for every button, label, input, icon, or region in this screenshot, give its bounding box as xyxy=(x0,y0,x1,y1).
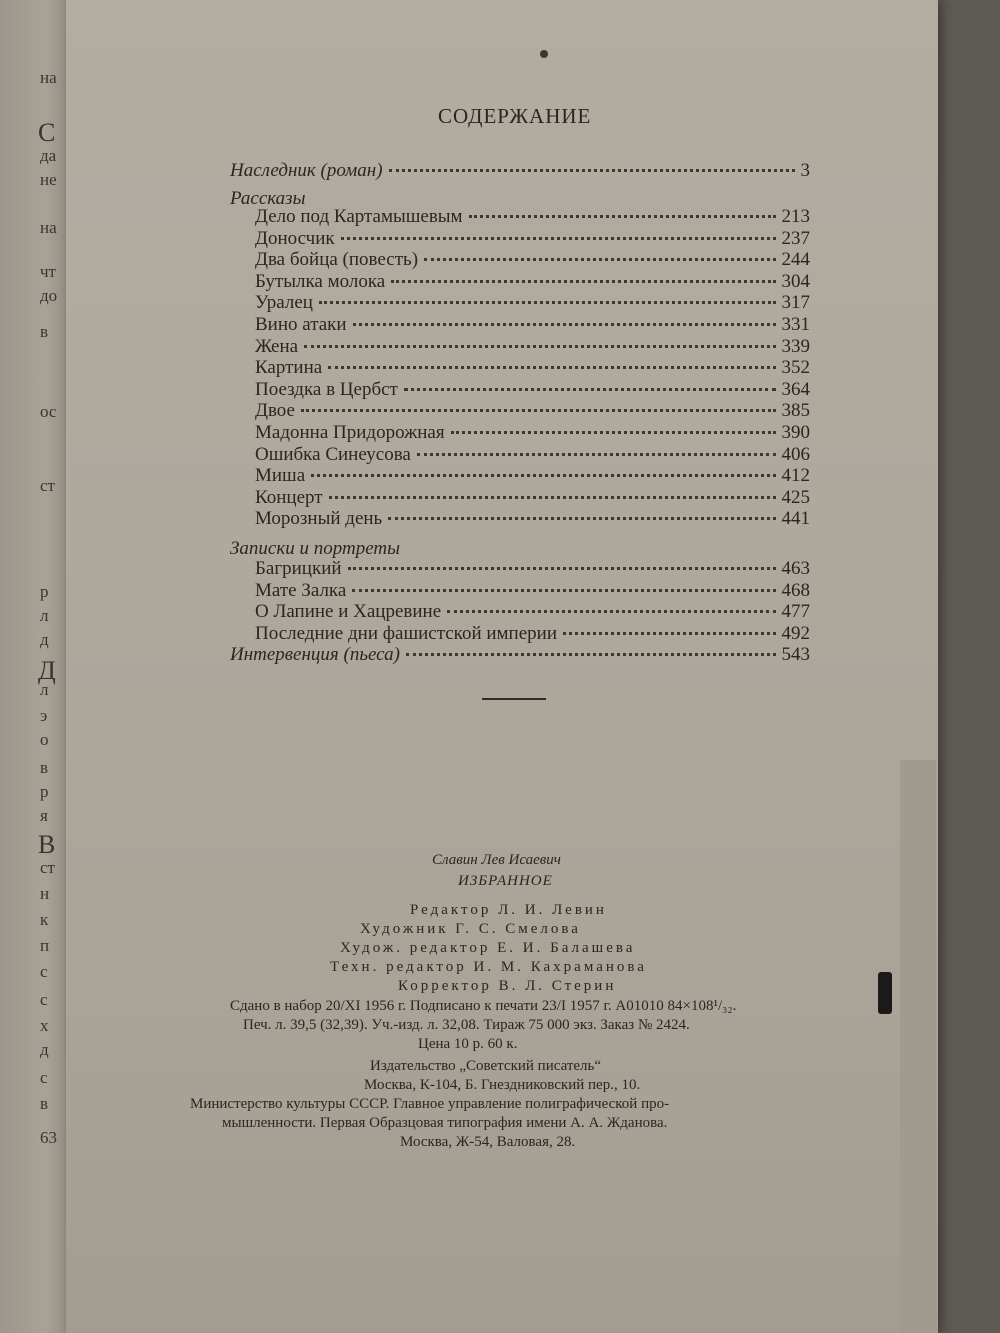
toc-entry-page: 352 xyxy=(781,357,810,379)
left-page-text-fragment: Д xyxy=(38,656,56,685)
toc-leader-dots xyxy=(301,409,776,412)
toc-entry-play xyxy=(230,644,810,666)
imprint-artist: Художник Г. С. Смелова xyxy=(360,921,581,937)
toc-leader-dots xyxy=(352,589,775,592)
toc-entry-page: 406 xyxy=(781,443,810,465)
toc-leader-dots xyxy=(424,258,775,261)
toc-entry-title: Ошибка Синеусова xyxy=(255,443,411,465)
left-page-text-fragment: д xyxy=(40,630,49,649)
left-page-text-fragment: л xyxy=(40,606,49,625)
toc-leader-dots xyxy=(353,323,776,326)
toc-entry-page: 385 xyxy=(781,400,810,422)
imprint-print-data: Сдано в набор 20/XI 1956 г. Подписано к печати 23/I 1957 г. А01010 84×108¹/₃₂. xyxy=(230,998,737,1014)
imprint-book-title: ИЗБРАННОЕ xyxy=(458,873,553,889)
toc-leader-dots xyxy=(329,496,776,499)
toc-entry-page: 425 xyxy=(781,486,810,508)
toc-entry-title: Поездка в Цербст xyxy=(255,378,398,400)
left-page-text-fragment: чт xyxy=(40,262,56,281)
torn-page-edge xyxy=(900,760,936,1333)
toc-entry-title: Жена xyxy=(255,335,299,357)
toc-entry-title: Миша xyxy=(255,465,306,487)
toc-leader-dots xyxy=(447,610,775,613)
imprint-tech-editor: Техн. редактор И. М. Кахраманова xyxy=(330,959,647,975)
toc-entry-page: 390 xyxy=(781,422,810,443)
left-page-text-fragment: л xyxy=(40,680,49,699)
left-page-text-fragment: да xyxy=(40,146,57,165)
toc-leader-dots xyxy=(563,632,776,635)
toc-entry xyxy=(255,623,810,645)
toc-entry xyxy=(255,422,810,444)
toc-leader-dots xyxy=(389,169,795,172)
toc-entry-title: Багрицкий xyxy=(255,558,342,579)
toc-leader-dots xyxy=(304,345,775,348)
toc-entry xyxy=(255,379,810,401)
toc-entry-page: 304 xyxy=(781,270,810,292)
page-dot xyxy=(540,50,548,58)
imprint-ministry-line-3: Москва, Ж-54, Валовая, 28. xyxy=(400,1134,576,1150)
toc-entry-title: Последние дни фашистской империи xyxy=(255,622,557,644)
toc-entry xyxy=(255,357,810,379)
toc-leader-dots xyxy=(341,237,776,240)
left-page-text-fragment: с xyxy=(40,962,48,981)
toc-entry-title: Интервенция (пьеса) xyxy=(230,644,400,665)
toc-entry xyxy=(255,601,810,623)
toc-leader-dots xyxy=(328,366,775,369)
left-page-text-fragment: в xyxy=(40,322,49,341)
toc-entry-title: Мадонна Придорожная xyxy=(255,422,445,443)
left-page-text-fragment: ст xyxy=(40,858,55,877)
left-page-text-fragment: э xyxy=(40,706,48,725)
imprint-print-volume: Печ. л. 39,5 (32,39). Уч.-изд. л. 32,08. Тираж 75 000 экз. Заказ № 2424. xyxy=(243,1017,690,1033)
toc-leader-dots xyxy=(319,301,776,304)
toc-entry-title: Дело под Картамышевым xyxy=(255,206,463,227)
toc-entry-title: Вино атаки xyxy=(255,314,347,335)
staple-mark xyxy=(878,972,892,1014)
toc-entry-title: Доносчик xyxy=(255,227,335,249)
left-page-text-fragment: 63 xyxy=(40,1128,57,1147)
toc-leader-dots xyxy=(417,453,776,456)
left-page-text-fragment: с xyxy=(40,1068,48,1087)
toc-entry-page: 213 xyxy=(781,206,810,227)
toc-entry-novel xyxy=(230,160,810,182)
toc-leader-dots xyxy=(391,280,775,283)
imprint-ministry-line-1: Министерство культуры СССР. Главное управление полиграфической про- xyxy=(190,1096,670,1112)
toc-entry-page: 463 xyxy=(781,558,810,579)
toc-entry xyxy=(255,558,810,580)
toc-entry xyxy=(255,336,810,358)
left-page-text-fragment: д xyxy=(40,1040,49,1059)
left-page-text-fragment: не xyxy=(40,170,57,189)
imprint-address: Москва, К-104, Б. Гнездниковский пер., 10. xyxy=(364,1077,641,1093)
toc-entry xyxy=(255,400,810,422)
toc-entry xyxy=(255,580,810,602)
toc-entry xyxy=(255,487,810,509)
toc-entry-page: 441 xyxy=(781,508,810,530)
toc-entry-title: О Лапине и Хацревине xyxy=(255,601,442,622)
toc-leader-dots xyxy=(469,215,776,218)
imprint-proofreader: Корректор В. Л. Стерин xyxy=(398,978,617,994)
left-page-text-fragment: к xyxy=(40,910,49,929)
toc-entry xyxy=(255,314,810,336)
left-page-text-fragment: о xyxy=(40,730,49,749)
toc-entry-title: Бутылка молока xyxy=(255,270,386,292)
left-page-text-fragment: на xyxy=(40,68,57,87)
toc-leader-dots xyxy=(388,517,775,520)
toc-entry-page: 477 xyxy=(781,601,810,622)
toc-entry-title: Уралец xyxy=(255,292,313,314)
toc-entry xyxy=(255,465,810,487)
toc-section-notes: Записки и портреты xyxy=(230,538,400,559)
left-page-text-fragment: я xyxy=(40,806,48,825)
imprint-art-editor: Худож. редактор Е. И. Балашева xyxy=(340,940,636,956)
toc-entry-page: 543 xyxy=(781,644,810,665)
toc-entry xyxy=(255,206,810,228)
toc-entry-title: Наследник (роман) xyxy=(230,160,383,181)
toc-entry xyxy=(255,508,810,530)
toc-entry-title: Два бойца (повесть) xyxy=(255,249,419,271)
toc-entry xyxy=(255,249,810,271)
toc-entry-title: Концерт xyxy=(255,486,323,508)
toc-entry-page: 364 xyxy=(781,378,810,400)
toc-entry-title: Мате Залка xyxy=(255,579,347,601)
imprint-publisher: Издательство „Советский писатель“ xyxy=(370,1058,602,1074)
left-page-text-fragment: С xyxy=(38,118,56,147)
toc-leader-dots xyxy=(404,388,776,391)
toc-entry-title: Картина xyxy=(255,357,323,379)
toc-leader-dots xyxy=(311,474,775,477)
imprint-ministry-line-2: мышленности. Первая Образцовая типография имени А. А. Жданова. xyxy=(222,1115,668,1131)
toc-entry-page: 412 xyxy=(781,465,810,487)
left-page-text-fragment: В xyxy=(38,830,56,859)
left-page-text-fragment: р xyxy=(40,582,49,601)
toc-leader-dots xyxy=(451,431,776,434)
left-page-text-fragment: в xyxy=(40,1094,49,1113)
toc-entry-page: 468 xyxy=(781,579,810,601)
left-page-text-fragment: х xyxy=(40,1016,49,1035)
toc-entry-page: 237 xyxy=(781,227,810,249)
left-page-text-fragment: до xyxy=(40,286,58,305)
toc-leader-dots xyxy=(406,653,776,656)
toc-entry-title: Морозный день xyxy=(255,508,383,530)
toc-entry-page: 3 xyxy=(800,160,810,181)
toc-entry-page: 331 xyxy=(781,314,810,335)
imprint-price: Цена 10 р. 60 к. xyxy=(418,1036,518,1052)
toc-leader-dots xyxy=(348,567,776,570)
toc-entry-page: 244 xyxy=(781,249,810,271)
imprint-author: Славин Лев Исаевич xyxy=(432,852,561,868)
toc-entry xyxy=(255,228,810,250)
toc-entry-title: Двое xyxy=(255,400,295,422)
left-page-text-fragment: ос xyxy=(40,402,57,421)
toc-entry xyxy=(255,271,810,293)
toc-entry xyxy=(255,444,810,466)
left-page-text-fragment: р xyxy=(40,782,49,801)
contents-title: СОДЕРЖАНИЕ xyxy=(438,104,592,128)
imprint-editor: Редактор Л. И. Левин xyxy=(410,902,607,918)
toc-entry-page: 317 xyxy=(781,292,810,314)
left-page-text-fragment: п xyxy=(40,936,50,955)
toc-section-stories: Рассказы xyxy=(230,188,306,209)
toc-entry xyxy=(255,292,810,314)
left-page-text-fragment: ст xyxy=(40,476,55,495)
section-divider xyxy=(482,698,546,700)
left-page-text-fragment: н xyxy=(40,884,50,903)
left-page-text-fragment: на xyxy=(40,218,57,237)
toc-entry-page: 339 xyxy=(781,335,810,357)
left-page-text-fragment: в xyxy=(40,758,49,777)
toc-entry-page: 492 xyxy=(781,622,810,644)
left-page-text-fragment: с xyxy=(40,990,48,1009)
